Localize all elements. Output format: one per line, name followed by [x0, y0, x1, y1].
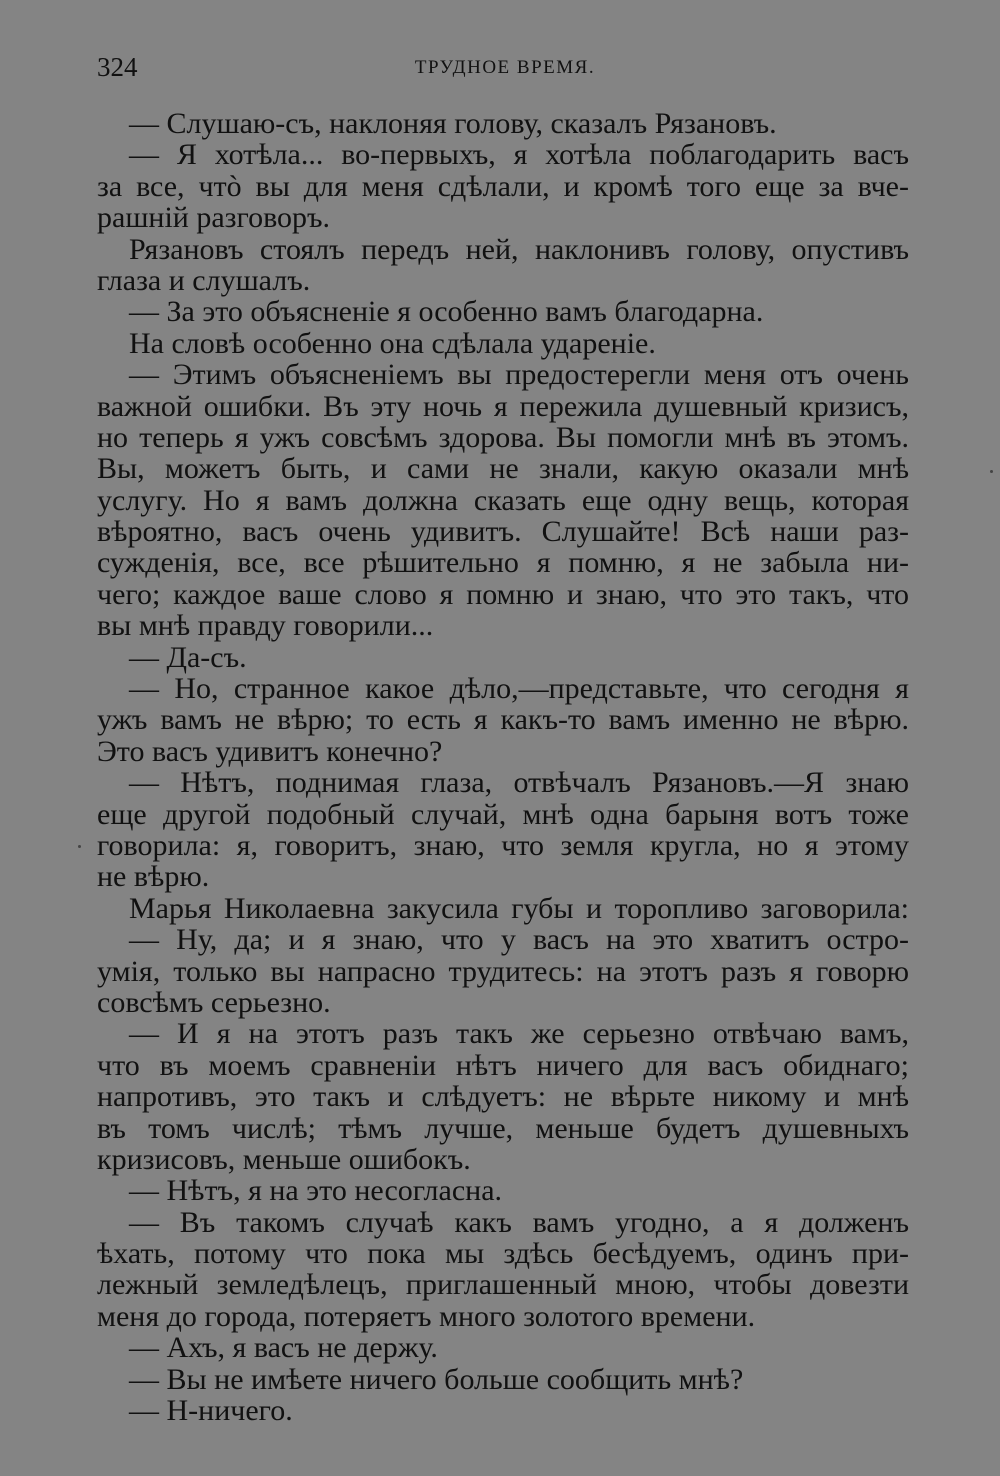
text-line: меня до города, потеряетъ много золотого времени.	[97, 1299, 756, 1333]
text-line: совсѣмъ серьезно.	[97, 985, 331, 1019]
text-line: говорила: я, говоритъ, знаю, что земля кругла, но я этому	[97, 828, 909, 862]
text-line: глаза и слушалъ.	[97, 263, 311, 297]
text-line: — Этимъ объясненіемъ вы предостерегли меня отъ очень	[129, 358, 909, 392]
text-line: но теперь я ужъ совсѣмъ здорова. Вы помогли мнѣ въ этомъ.	[97, 420, 909, 454]
text-line: умія, только вы напрасно трудитесь: на этотъ разъ я говорю	[97, 954, 909, 988]
text-line: На словѣ особенно она сдѣлала удареніе.	[129, 326, 656, 360]
text-line: лежный земледѣлецъ, приглашенный мною, чтобы довезти	[97, 1268, 909, 1302]
text-line: вѣроятно, васъ очень удивитъ. Слушайте! Всѣ наши раз-	[97, 515, 909, 549]
text-line: — Вы не имѣете ничего больше сообщить мнѣ?	[129, 1362, 744, 1396]
text-line: — Нѣтъ, я на это несогласна.	[129, 1174, 503, 1208]
text-line: что въ моемъ сравненіи нѣтъ ничего для васъ обиднаго;	[97, 1048, 909, 1082]
text-line: услугу. Но я вамъ должна сказать еще одну вещь, которая	[97, 483, 909, 517]
text-line: Марья Николаевна закусила губы и торопливо заговорила:	[129, 891, 909, 925]
stray-mark	[990, 470, 993, 473]
text-line: Рязановъ стоялъ передъ ней, наклонивъ голову, опустивъ	[129, 232, 909, 266]
text-line: ѣхать, потому что пока мы здѣсь бесѣдуемъ, одинъ при-	[97, 1237, 909, 1271]
page-number: 324	[97, 52, 138, 82]
text-line: чего; каждое ваше слово я помню и знаю, что это такъ, что	[97, 577, 909, 611]
text-line: — За это объясненіе я особенно вамъ благодарна.	[129, 295, 764, 329]
text-line: еще другой подобный случай, мнѣ одна барыня вотъ тоже	[97, 797, 909, 831]
text-line: — Да-съ.	[129, 640, 247, 674]
text-line: вы мнѣ правду говорили...	[97, 609, 434, 643]
text-line: сужденія, все, все рѣшительно я помню, я не забыла ни-	[97, 546, 909, 580]
text-line: Вы, можетъ быть, и сами не знали, какую оказали мнѣ	[97, 452, 909, 486]
text-line: не вѣрю.	[97, 860, 210, 894]
page-body-text	[97, 108, 909, 1426]
page-header	[0, 52, 1000, 92]
text-line: — И я на этотъ разъ такъ же серьезно отвѣчаю вамъ,	[129, 1017, 909, 1051]
text-line: важной ошибки. Въ эту ночь я пережила душевный кризисъ,	[97, 389, 909, 423]
text-line: — Нѣтъ, поднимая глаза, отвѣчалъ Рязановъ.—Я знаю	[129, 766, 909, 800]
text-line: за все, чтò вы для меня сдѣлали, и кромѣ того еще за вче-	[97, 169, 909, 203]
running-head: ТРУДНОЕ ВРЕМЯ.	[414, 57, 596, 78]
text-line: — Въ такомъ случаѣ какъ вамъ угодно, а я долженъ	[129, 1205, 909, 1239]
text-line: — Слушаю-съ, наклоняя голову, сказалъ Рязановъ.	[129, 107, 777, 140]
text-line: — Н-ничего.	[129, 1394, 293, 1428]
text-line: напротивъ, это такъ и слѣдуетъ: не вѣрьте никому и мнѣ	[97, 1080, 909, 1114]
text-line: Это васъ удивитъ конечно?	[97, 734, 443, 768]
stray-mark	[78, 845, 81, 848]
text-line: — Ну, да; и я знаю, что у васъ на это хватитъ остро-	[129, 923, 909, 957]
text-line: — Но, странное какое дѣло,—представьте, что сегодня я	[129, 672, 909, 706]
text-line: рашній разговоръ.	[97, 201, 331, 235]
text-line: ужъ вамъ не вѣрю; то есть я какъ-то вамъ именно не вѣрю.	[97, 703, 909, 737]
text-line: въ томъ числѣ; тѣмъ лучше, меньше будетъ душевныхъ	[97, 1111, 909, 1145]
text-line: — Ахъ, я васъ не держу.	[129, 1331, 438, 1365]
text-line: кризисовъ, меньше ошибокъ.	[97, 1142, 471, 1176]
text-line: — Я хотѣла... во-первыхъ, я хотѣла поблагодарить васъ	[129, 138, 909, 172]
